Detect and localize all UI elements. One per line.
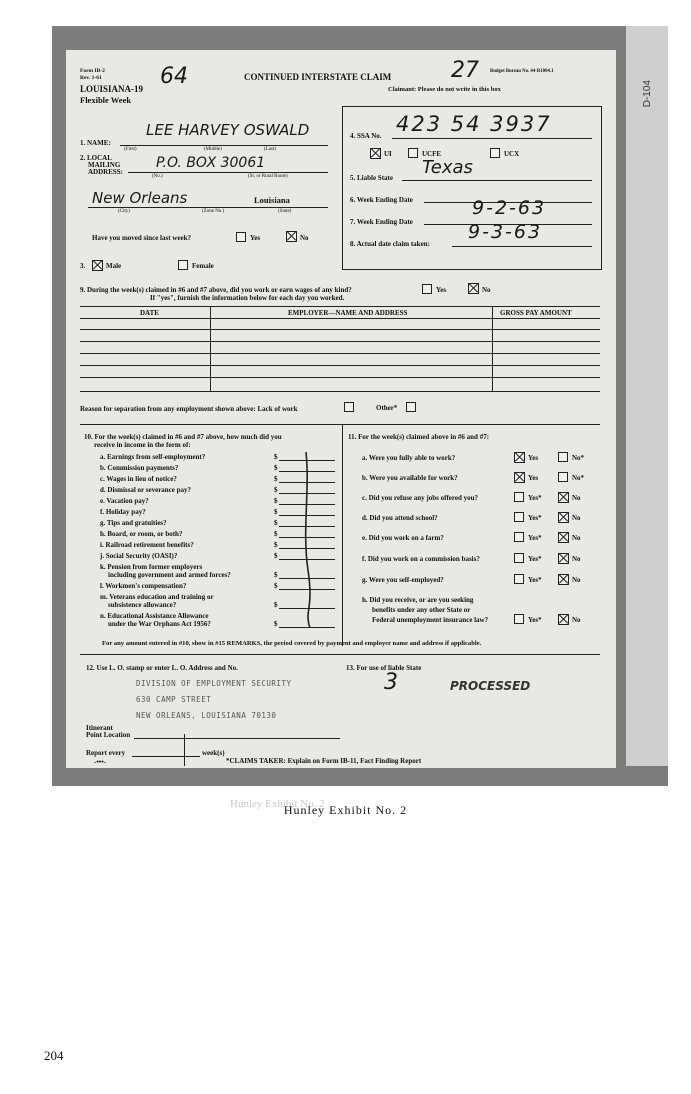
side-tab-label: D-104 bbox=[642, 80, 653, 108]
handwritten-address: P.O. BOX 30061 bbox=[156, 155, 266, 171]
ssa-label: 4. SSA No. bbox=[350, 132, 382, 140]
q9-question: 9. During the week(s) claimed in #6 and #7 above, did you work or earn wages of any kind? bbox=[80, 286, 352, 294]
q10-item-l: l. Workmen's compensation? bbox=[100, 582, 187, 590]
name-label: 1. NAME: bbox=[80, 139, 111, 147]
ghost-caption: Hunley Exhibit No. 2 bbox=[230, 798, 325, 810]
processed-stamp: PROCESSED bbox=[450, 679, 531, 693]
ucx-checkbox[interactable] bbox=[490, 148, 500, 158]
q11d-no-checkbox[interactable] bbox=[558, 512, 569, 523]
ucfe-checkbox[interactable] bbox=[408, 148, 418, 158]
q11e-yes-label: Yes* bbox=[528, 534, 542, 542]
local-label: 2. LOCAL bbox=[80, 154, 112, 162]
q13-label: 13. For use of liable State bbox=[346, 664, 422, 672]
handwritten-number-27: 27 bbox=[451, 58, 479, 83]
last-caption: (Last) bbox=[264, 147, 276, 152]
sex-label: 3. bbox=[80, 262, 86, 270]
male-checkbox[interactable] bbox=[92, 260, 103, 271]
q11c-yes-label: Yes* bbox=[528, 494, 542, 502]
q11h-no-label: No bbox=[572, 616, 581, 624]
weeks-label: week(s) bbox=[202, 749, 225, 757]
remarks-instruction: For any amount entered in #10, show in #15 REMARKS, the period covered by payment and employer name and address if applicable. bbox=[102, 640, 482, 647]
dollar-h: $ bbox=[274, 530, 278, 538]
handwritten-week-7: 9-2-63 bbox=[472, 197, 547, 219]
q11b-yes-label: Yes bbox=[528, 474, 539, 482]
q10-item-n2: under the War Orphans Act 1956? bbox=[108, 620, 211, 628]
handwritten-dash-stroke bbox=[296, 450, 326, 630]
q11h-no-checkbox[interactable] bbox=[558, 614, 569, 625]
q10-item-f: f. Holiday pay? bbox=[100, 508, 146, 516]
q11d-yes-checkbox[interactable] bbox=[514, 512, 524, 522]
dollar-g: $ bbox=[274, 519, 278, 527]
moved-no-label: No bbox=[300, 234, 309, 242]
male-label: Male bbox=[106, 262, 122, 270]
handwritten-ssa: 423 54 3937 bbox=[396, 112, 552, 136]
q11-title: 11. For the week(s) claimed above in #6 and #7: bbox=[348, 433, 490, 441]
q11c-no-checkbox[interactable] bbox=[558, 492, 569, 503]
dollar-b: $ bbox=[274, 464, 278, 472]
q11-item-b: b. Were you available for work? bbox=[362, 474, 458, 482]
lack-of-work-checkbox[interactable] bbox=[344, 402, 354, 412]
dollar-l: $ bbox=[274, 582, 278, 590]
q11g-no-checkbox[interactable] bbox=[558, 574, 569, 585]
week-ending-6-label: 6. Week Ending Date bbox=[350, 196, 413, 204]
female-label: Female bbox=[192, 262, 214, 270]
q9-yes-checkbox[interactable] bbox=[422, 284, 432, 294]
q11-item-f: f. Did you work on a commission basis? bbox=[362, 555, 480, 563]
dollar-a: $ bbox=[274, 453, 278, 461]
mailing-label: MAILING bbox=[88, 161, 121, 169]
q11f-no-label: No bbox=[572, 555, 581, 563]
liable-state-label: 5. Liable State bbox=[350, 174, 393, 182]
q11a-yes-label: Yes bbox=[528, 454, 539, 462]
address-label: ADDRESS: bbox=[88, 168, 124, 176]
col-employer: EMPLOYER—NAME AND ADDRESS bbox=[288, 309, 408, 317]
q12-label: 12. Use L. O. stamp or enter L. O. Address and No. bbox=[86, 664, 238, 672]
q10-item-d: d. Dismissal or severance pay? bbox=[100, 486, 192, 494]
moved-question: Have you moved since last week? bbox=[92, 234, 191, 242]
q10-item-a: a. Earnings from self-employment? bbox=[100, 453, 206, 461]
q11g-yes-checkbox[interactable] bbox=[514, 574, 524, 584]
ucfe-label: UCFE bbox=[422, 150, 442, 158]
q11-item-c: c. Did you refuse any jobs offered you? bbox=[362, 494, 479, 502]
dollar-j: $ bbox=[274, 552, 278, 560]
ucx-label: UCX bbox=[504, 150, 520, 158]
q11c-yes-checkbox[interactable] bbox=[514, 492, 524, 502]
handwritten-city: New Orleans bbox=[92, 189, 188, 207]
q10-item-m: m. Veterans education and training or bbox=[100, 593, 214, 601]
dollar-d: $ bbox=[274, 486, 278, 494]
handwritten-liable-state: Texas bbox=[422, 157, 473, 178]
q11b-no-label: No* bbox=[572, 474, 585, 482]
week-ending-7-label: 7. Week Ending Date bbox=[350, 218, 413, 226]
q10-item-c: c. Wages in lieu of notice? bbox=[100, 475, 177, 483]
zone-caption: (Zone No.) bbox=[202, 209, 225, 214]
col-date: DATE bbox=[140, 309, 159, 317]
q10-item-j: j. Social Security (OASI)? bbox=[100, 552, 178, 560]
q10-item-i: i. Railroad retirement benefits? bbox=[100, 541, 194, 549]
state-caption: (State) bbox=[278, 209, 292, 214]
report-every-label: Report every bbox=[86, 749, 126, 757]
actual-date-label: 8. Actual date claim taken: bbox=[350, 240, 430, 248]
moved-yes-checkbox[interactable] bbox=[236, 232, 246, 242]
middle-caption: (Middle) bbox=[204, 147, 222, 152]
q11-item-h: h. Did you receive, or are you seeking bbox=[362, 596, 474, 604]
q11f-no-checkbox[interactable] bbox=[558, 553, 569, 564]
q10-item-h: h. Board, or room, or both? bbox=[100, 530, 183, 538]
point-location-label: Point Location bbox=[86, 731, 131, 739]
handwritten-number-64: 64 bbox=[160, 64, 188, 89]
dollar-n: $ bbox=[274, 620, 278, 628]
q11-item-g: g. Were you self-employed? bbox=[362, 576, 444, 584]
col-gross-pay: GROSS PAY AMOUNT bbox=[500, 309, 572, 317]
q9-instruction: If "yes", furnish the information below for each day you worked. bbox=[150, 294, 345, 302]
q11b-yes-checkbox[interactable] bbox=[514, 472, 525, 483]
q11c-no-label: No bbox=[572, 494, 581, 502]
lo-stamp-line2: 630 CAMP STREET bbox=[136, 695, 212, 704]
side-tab-strip bbox=[626, 26, 668, 766]
q10-item-e: e. Vacation pay? bbox=[100, 497, 149, 505]
q11e-no-checkbox[interactable] bbox=[558, 532, 569, 543]
other-label: Other* bbox=[376, 404, 398, 412]
moved-yes-label: Yes bbox=[250, 234, 261, 242]
form-title: CONTINUED INTERSTATE CLAIM bbox=[244, 72, 392, 82]
q10-item-k: k. Pension from former employers bbox=[100, 563, 203, 571]
q11d-no-label: No bbox=[572, 514, 581, 522]
flexible-week: Flexible Week bbox=[80, 95, 132, 105]
form-number: Form IB-2 bbox=[80, 68, 105, 74]
handwritten-actual-date: 9-3-63 bbox=[468, 221, 543, 243]
q10-item-b: b. Commission payments? bbox=[100, 464, 179, 472]
page-number: 204 bbox=[44, 1048, 64, 1063]
dollar-c: $ bbox=[274, 475, 278, 483]
budget-bureau: Budget Bureau No. 44-R1004.1 bbox=[490, 69, 554, 74]
female-checkbox[interactable] bbox=[178, 260, 188, 270]
claim-form-sheet bbox=[66, 50, 616, 768]
q9-yes-label: Yes bbox=[436, 286, 447, 294]
handwritten-name: LEE HARVEY OSWALD bbox=[146, 121, 310, 139]
dollar-e: $ bbox=[274, 497, 278, 505]
q11-item-h2: benefits under any other State or bbox=[372, 606, 471, 614]
dollar-k: $ bbox=[274, 571, 278, 579]
lo-stamp-line3: NEW ORLEANS, LOUISIANA 70130 bbox=[136, 711, 277, 720]
q10-item-k2: including government and armed forces? bbox=[108, 571, 231, 579]
q9-no-checkbox[interactable] bbox=[468, 283, 479, 294]
q11b-no-checkbox[interactable] bbox=[558, 472, 568, 482]
dollar-i: $ bbox=[274, 541, 278, 549]
q11e-no-label: No bbox=[572, 534, 581, 542]
first-caption: (First) bbox=[124, 147, 137, 152]
ui-label: UI bbox=[384, 150, 392, 158]
separation-reason: Reason for separation from any employment shown above: Lack of work bbox=[80, 405, 298, 413]
claims-taker-note: *CLAIMS TAKER: Explain on Form IB-11, Fact Finding Report bbox=[226, 757, 422, 765]
q10-line1: 10. For the week(s) claimed in #6 and #7 above, how much did you bbox=[84, 433, 282, 441]
q11e-yes-checkbox[interactable] bbox=[514, 532, 524, 542]
q11a-yes-checkbox[interactable] bbox=[514, 452, 525, 463]
q11d-yes-label: Yes* bbox=[528, 514, 542, 522]
q11a-no-checkbox[interactable] bbox=[558, 452, 568, 462]
claimant-note: Claimant: Please do not write in this box bbox=[388, 86, 501, 93]
q11g-no-label: No bbox=[572, 576, 581, 584]
employment-table bbox=[80, 306, 600, 392]
itinerant-label: Itinerant bbox=[86, 724, 113, 732]
lo-stamp-line1: DIVISION OF EMPLOYMENT SECURITY bbox=[136, 679, 292, 688]
q10-item-n: n. Educational Assistance Allowance bbox=[100, 612, 209, 620]
symbol-mark: -•••- bbox=[94, 758, 107, 766]
q11g-yes-label: Yes* bbox=[528, 576, 542, 584]
ui-checkbox[interactable] bbox=[370, 148, 381, 159]
q11-item-e: e. Did you work on a farm? bbox=[362, 534, 444, 542]
q11f-yes-checkbox[interactable] bbox=[514, 553, 524, 563]
exhibit-caption: Hunley Exhibit No. 2 bbox=[283, 803, 408, 817]
city-caption: (City) bbox=[118, 209, 130, 214]
q11-item-h3: Federal unemployment insurance law? bbox=[372, 616, 489, 624]
moved-no-checkbox[interactable] bbox=[286, 231, 297, 242]
handwritten-initial: 3 bbox=[384, 670, 398, 695]
q10-item-g: g. Tips and gratuities? bbox=[100, 519, 167, 527]
street-caption: (St. or Rural Route) bbox=[248, 174, 288, 179]
state-code: LOUISIANA-19 bbox=[80, 84, 144, 94]
state-printed: Louisiana bbox=[254, 195, 290, 205]
no-caption: (No.) bbox=[152, 174, 163, 179]
q11-item-d: d. Did you attend school? bbox=[362, 514, 438, 522]
q11h-yes-label: Yes* bbox=[528, 616, 542, 624]
dollar-f: $ bbox=[274, 508, 278, 516]
q11h-yes-checkbox[interactable] bbox=[514, 614, 524, 624]
q10-item-m2: subsistence allowance? bbox=[108, 601, 177, 609]
dollar-m: $ bbox=[274, 601, 278, 609]
q11-item-a: a. Were you fully able to work? bbox=[362, 454, 456, 462]
q11f-yes-label: Yes* bbox=[528, 555, 542, 563]
other-checkbox[interactable] bbox=[406, 402, 416, 412]
form-rev: Rev. 1-61 bbox=[80, 75, 102, 81]
q11a-no-label: No* bbox=[572, 454, 585, 462]
q9-no-label: No bbox=[482, 286, 491, 294]
q10-line2: receive in income in the form of: bbox=[94, 441, 191, 449]
